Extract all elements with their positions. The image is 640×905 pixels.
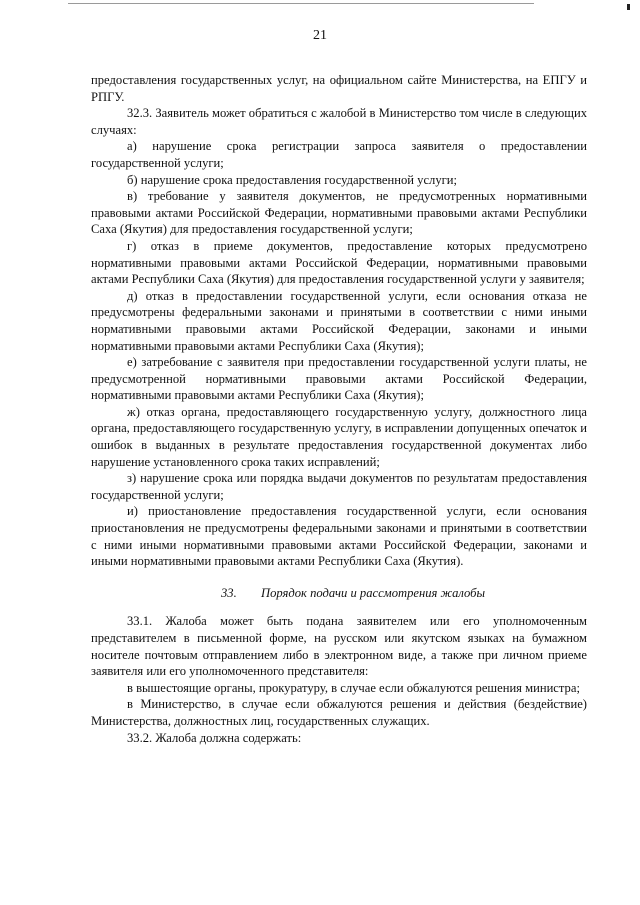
paragraph: 33.1. Жалоба может быть подана заявителем или его уполномоченным представителем в письменной форме, на русском или якутском языках на бумажном носителе почтовым отправлением либо в электронном виде, а также при личном приеме заявителя или его уполномоченного представителя: xyxy=(91,614,587,679)
paragraph: в вышестоящие органы, прокуратуру, в случае если обжалуются решения министра; xyxy=(127,680,580,695)
section-heading xyxy=(91,585,587,602)
list-item: д) отказ в предоставлении государственной услуги, если основания отказа не предусмотрены федеральными законами и принятыми в соответствии с ними иными нормативными правовыми актами Российской Федерации, законами и иными нормативными правовыми актами Республики Саха (Якутия); xyxy=(91,288,587,353)
list-item: е) затребование с заявителя при предоставлении государственной услуги платы, не предусмотренной нормативными правовыми актами Российской Федерации, нормативными правовыми актами Республики Саха (Якутия); xyxy=(91,355,587,403)
paragraph: 32.3. Заявитель может обратиться с жалобой в Министерство том числе в следующих случаях: xyxy=(91,106,587,137)
list-item: а) нарушение срока регистрации запроса заявителя о предоставлении государственной услуги; xyxy=(91,139,587,170)
paragraph: 33.2. Жалоба должна содержать: xyxy=(127,730,302,745)
list-item: в) требование у заявителя документов, не предусмотренных нормативными правовыми актами Российской Федерации, нормативными правовыми актами Республики Саха (Якутия) для предоставления государственной услуги; xyxy=(91,189,587,237)
scan-top-rule xyxy=(68,3,534,4)
paragraphs-after-section xyxy=(91,613,587,746)
document-body xyxy=(91,72,587,746)
paragraph: предоставления государственных услуг, на официальном сайте Министерства, на ЕПГУ и РПГУ. xyxy=(91,73,587,104)
page-number: 21 xyxy=(313,28,327,43)
list-item: б) нарушение срока предоставления государственной услуги; xyxy=(127,172,458,187)
section-title: Порядок подачи и рассмотрения жалобы xyxy=(261,585,486,600)
list-item: ж) отказ органа, предоставляющего государственную услугу, должностного лица органа, предоставляющего государственную услугу, в исправлении допущенных опечаток и ошибок в выданных в результате предоставления государственной документах либо нарушение установленного срока таких исправлений; xyxy=(91,404,587,469)
scan-corner-mark xyxy=(627,4,630,10)
list-item: и) приостановление предоставления государственной услуги, если основания приостановления не предусмотрены федеральными законами и принятыми в соответствии с ними иными нормативными правовыми актами Российской Федерации, законами и иными нормативными правовыми актами Республики Саха (Якутия). xyxy=(91,504,587,569)
paragraph: в Министерство, в случае если обжалуются решения и действия (бездействие) Министерства, должностных лиц, государственных служащих. xyxy=(91,697,587,728)
section-number: 33. xyxy=(221,585,237,600)
list-item: г) отказ в приеме документов, предоставление которых предусмотрено нормативными правовыми актами Российской Федерации, нормативными правовыми актами Республики Саха (Якутия) для предоставления государственной услуги у заявителя; xyxy=(91,238,587,287)
list-item: з) нарушение срока или порядка выдачи документов по результатам предоставления государственной услуги; xyxy=(91,471,587,502)
paragraphs-before-section xyxy=(91,72,587,570)
